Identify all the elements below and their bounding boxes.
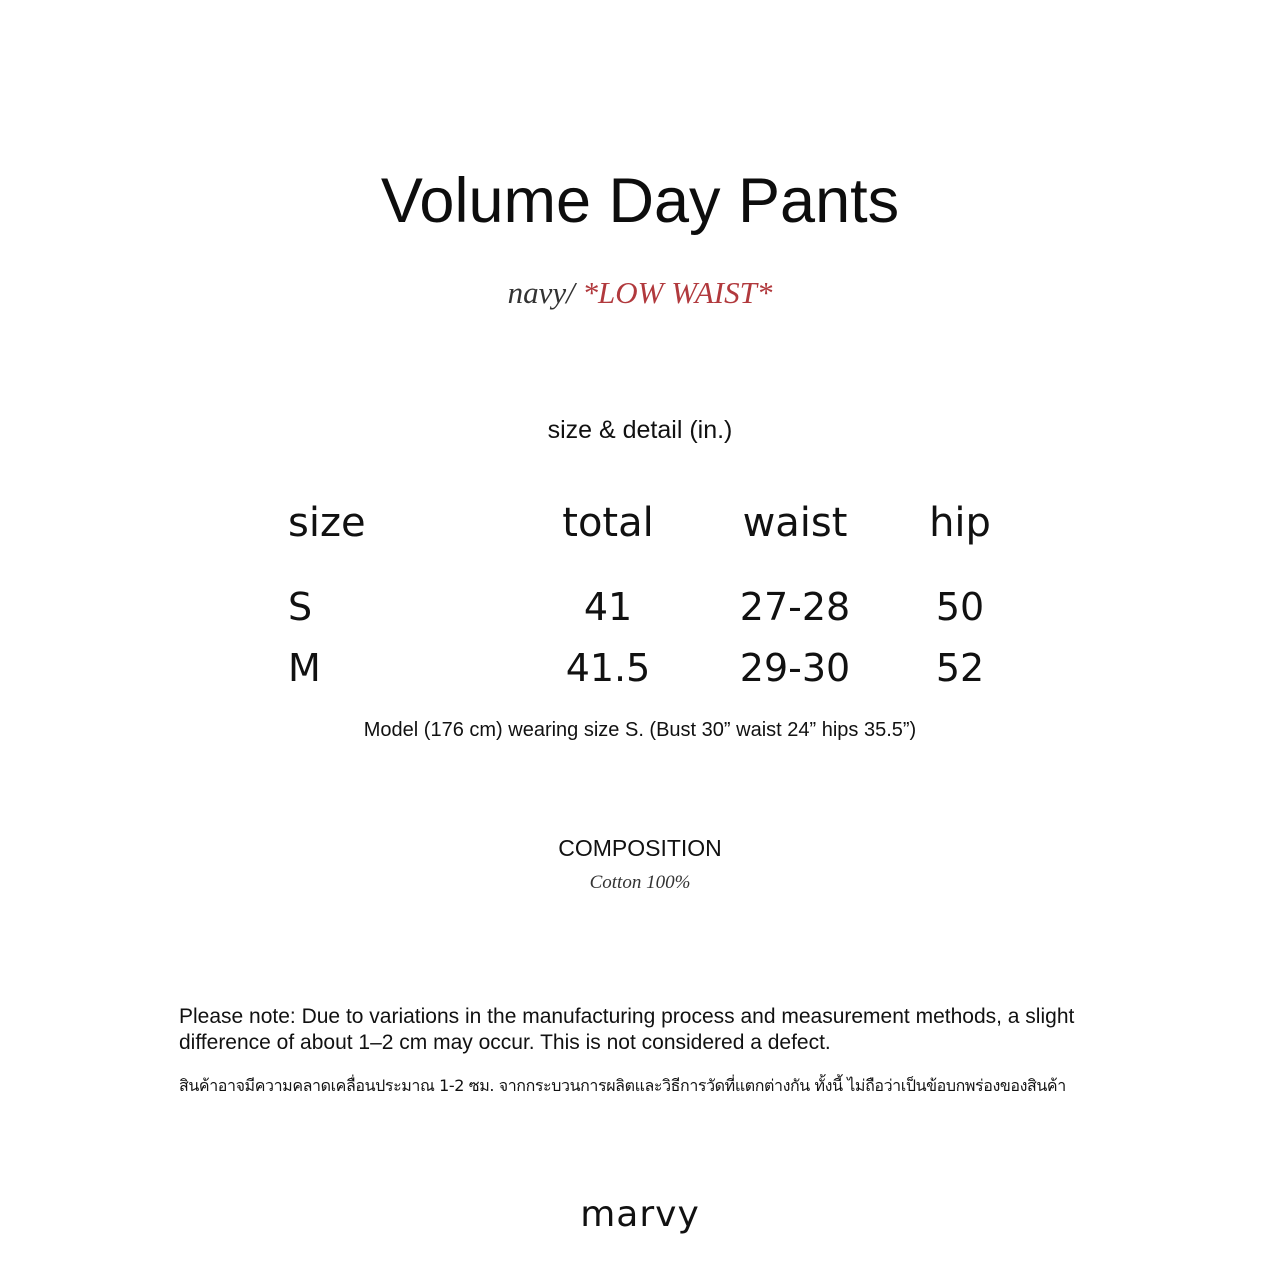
measurement-note-english: Please note: Due to variations in the manufacturing process and measurement methods, a slight difference of about 1–2 cm may occur. This is not considered a defect. <box>179 1005 1075 1054</box>
row-m-total: 41.5 <box>565 646 651 690</box>
row-s-total: 41 <box>583 585 633 629</box>
brand-logo: marvy <box>580 1194 700 1235</box>
column-header-waist: waist <box>742 500 848 546</box>
column-header-hip: hip <box>929 500 991 546</box>
size-detail-heading: size & detail (in.) <box>547 416 733 444</box>
row-m-waist: 29-30 <box>739 646 851 690</box>
measurement-note-thai: สินค้าอาจมีความคลาดเคลื่อนประมาณ 1-2 ซม. จากกระบวนการผลิตและวิธีการวัดที่แตกต่างกัน ทั้งนี้ ไม่ถือว่าเป็นข้อบกพร่องของสินค้า <box>179 1076 1066 1095</box>
row-m-hip: 52 <box>935 646 985 690</box>
composition-heading: COMPOSITION <box>558 835 722 861</box>
product-title: Volume Day Pants <box>380 166 900 236</box>
column-header-total: total <box>562 500 654 546</box>
column-header-size: size <box>288 500 366 546</box>
composition-value: Cotton 100% <box>589 872 691 893</box>
product-color: navy/ <box>507 275 575 310</box>
row-s-waist: 27-28 <box>739 585 851 629</box>
row-m-size: M <box>288 646 321 690</box>
low-waist-note: *LOW WAIST* <box>582 275 773 310</box>
row-s-hip: 50 <box>935 585 985 629</box>
model-note: Model (176 cm) wearing size S. (Bust 30” waist 24” hips 35.5”) <box>363 719 917 741</box>
row-s-size: S <box>288 585 313 629</box>
